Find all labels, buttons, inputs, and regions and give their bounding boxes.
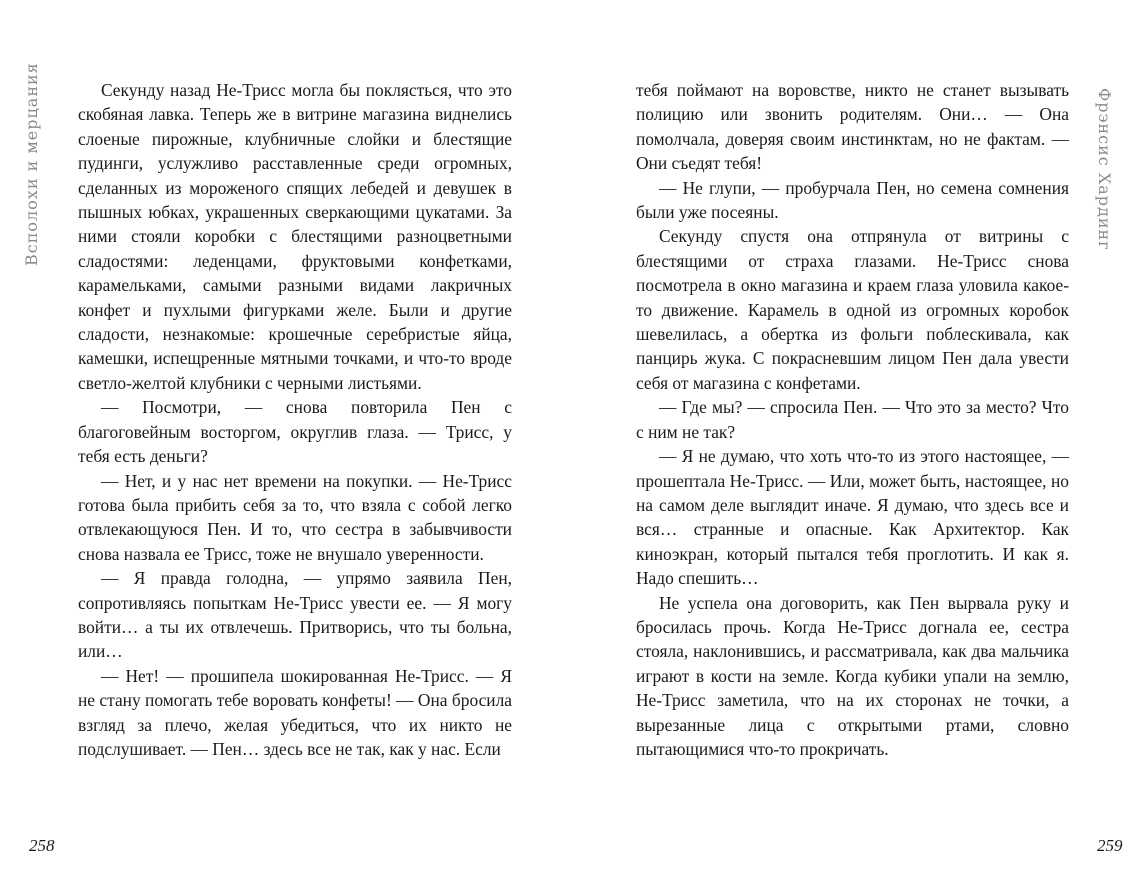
paragraph: — Нет! — прошипела шокированная Не-Трисс. — Я не стану помогать тебе воровать конфеты! — Она бросила взгляд за плечо, желая убедиться, что их никто не подслушивает. — Пен… здесь все не так, как у нас. Если <box>78 665 512 759</box>
left-page <box>0 0 573 882</box>
page-number-left: 258 <box>29 836 55 855</box>
paragraph: — Не глупи, — пробурчала Пен, но семена сомнения были уже посеяны. <box>636 177 1069 223</box>
right-page <box>573 0 1147 882</box>
paragraph: — Я правда голодна, — упрямо заявила Пен, сопротивляясь попыткам Не-Трисс увести ее. — Я могу войти… а ты их отвлечешь. Притворись, что ты больна, или… <box>78 568 512 662</box>
paragraph: Не успела она договорить, как Пен вырвала руку и бросилась прочь. Когда Не-Трисс догнала ее, сестра стояла, наклонившись, и рассматривала, как два мальчика играют в кости на земле. Когда кубики упали на землю, Не-Трисс заметила, что на их сторонах не точки, а вырезанные лица с открытыми ртами, словно пытающимися что-то прокричать. <box>636 592 1069 759</box>
running-head-book-title: Всполохи и мерцания <box>22 62 41 266</box>
paragraph: Секунду назад Не-Трисс могла бы поклясться, что это скобяная лавка. Теперь же в витрине магазина виднелись слоеные пирожные, клубничные слойки и блестящие пудинги, услужливо расставленные среди огромных, сделанных из мороженого спящих лебедей и девушек в пышных юбках, украшенных сверкающими цукатами. За ними стояли коробки с блестящими разноцветными сладостями: леденцами, фруктовыми конфетками, карамельками, самыми разными видами лакричных конфет и пухлыми фигурками желе. Были и другие сладости, незнакомые: крошечные серебристые яйца, камешки, испещренные мятными точками, и что-то вроде светло-желтой клубники с черными листьями. <box>78 80 512 393</box>
paragraph: — Посмотри, — снова повторила Пен с благоговейным восторгом, округлив глаза. — Трисс, у тебя есть деньги? <box>78 397 512 467</box>
right-page-text <box>636 78 1069 761</box>
paragraph: — Нет, и у нас нет времени на покупки. — Не-Трисс готова была прибить себя за то, что взяла с собой легко отвлекающуюся Пен. И то, что сестра в забывчивости снова назвала ее Трисс, тоже не внушало уверенности. <box>78 470 512 564</box>
paragraph-continuation: тебя поймают на воровстве, никто не станет вызывать полицию или звонить родителям. Они… — Она помолчала, доверяя своим инстинктам, но не фактам. — Они съедят тебя! <box>636 80 1069 174</box>
left-page-text <box>78 78 512 761</box>
paragraph: Секунду спустя она отпрянула от витрины с блестящими от страха глазами. Не-Трисс снова посмотрела в окно магазина и краем глаза уловила какое-то движение. Карамель в одной из огромных коробок шевелилась, а обертка из фольги поблескивала, как панцирь жука. С покрасневшим лицом Пен дала увести себя от магазина с конфетами. <box>636 226 1069 393</box>
running-head-author: Фрэнсис Хардинг <box>1095 88 1114 251</box>
paragraph: — Где мы? — спросила Пен. — Что это за место? Что с ним не так? <box>636 397 1069 442</box>
page-number-right: 259 <box>1097 836 1123 855</box>
paragraph: — Я не думаю, что хоть что-то из этого настоящее, — прошептала Не-Трисс. — Или, может быть, настоящее, но на самом деле выглядит иначе. Я думаю, что здесь все и вся… странные и опасные. Как Архитектор. Как киноэкран, который пытался тебя проглотить. И как я. Надо спешить… <box>636 446 1069 589</box>
